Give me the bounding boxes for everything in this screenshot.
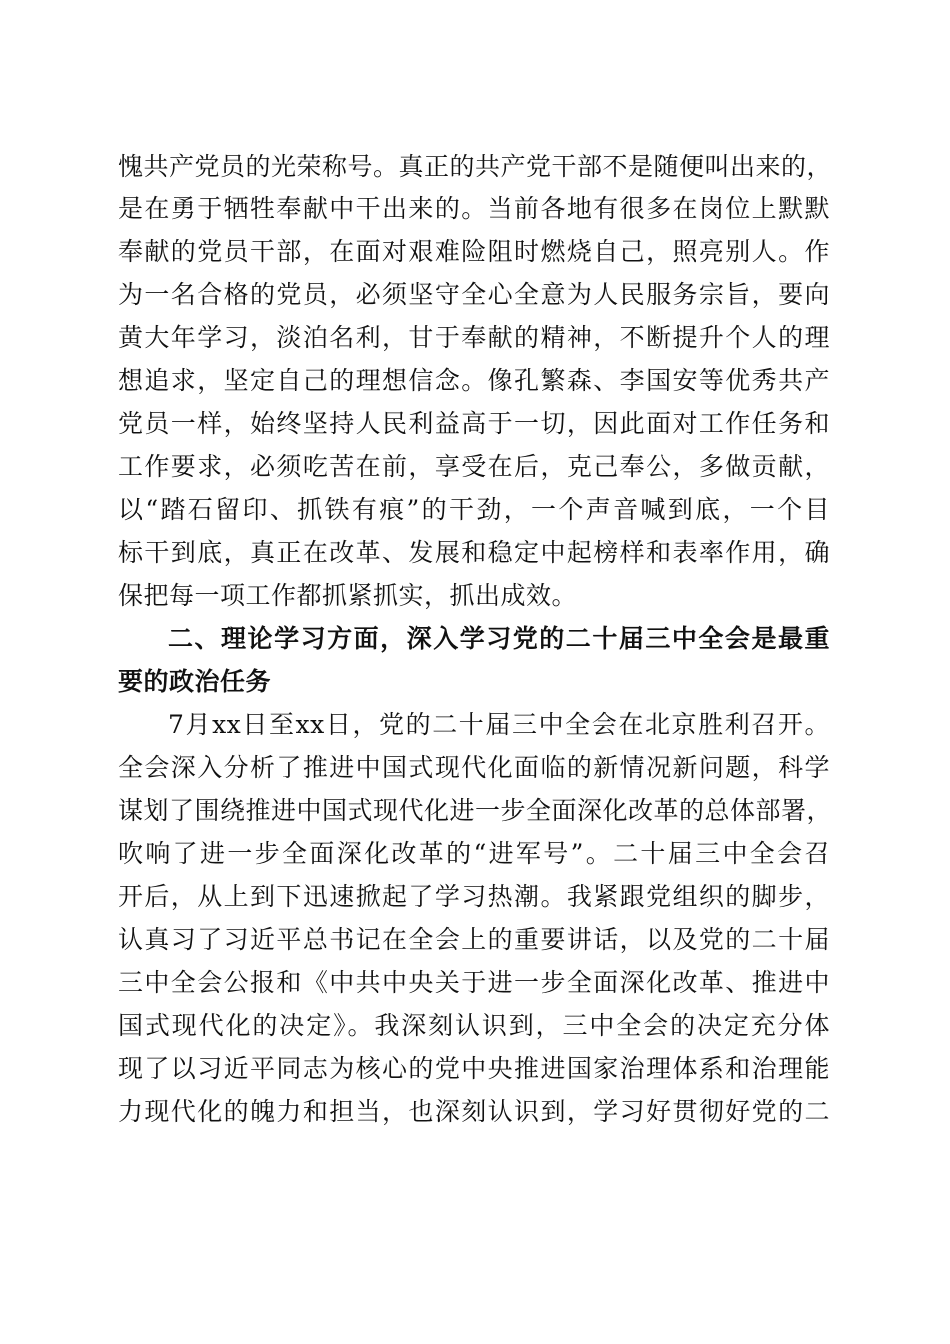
text-line: 为一名合格的党员，必须坚守全心全意为人民服务宗旨，要向: [118, 280, 830, 309]
text-line: 黄大年学习，淡泊名利，甘于奉献的精神，不断提升个人的理: [118, 323, 830, 352]
text-line: 想追求，坚定自己的理想信念。像孔繁森、李国安等优秀共产: [118, 366, 830, 395]
text-line: 力现代化的魄力和担当，也深刻认识到，学习好贯彻好党的二: [118, 1097, 830, 1126]
text-line: 认真习了习近平总书记在全会上的重要讲话，以及党的二十届: [118, 925, 830, 954]
text-line: 党员一样，始终坚持人民利益高于一切，因此面对工作任务和: [118, 409, 830, 438]
text-line: 开后，从上到下迅速掀起了学习热潮。我紧跟党组织的脚步，: [118, 882, 830, 911]
text-line: 标干到底，真正在改革、发展和稳定中起榜样和表率作用，确: [118, 538, 830, 567]
text-line: 全会深入分析了推进中国式现代化面临的新情况新问题，科学: [118, 753, 830, 782]
text-line: 吹响了进一步全面深化改革的“进军号”。二十届三中全会召: [118, 839, 830, 868]
text-line: 愧共产党员的光荣称号。真正的共产党干部不是随便叫出来的，: [118, 152, 833, 181]
section-heading: 要的政治任务: [118, 667, 272, 696]
text-line: 谋划了围绕推进中国式现代化进一步全面深化改革的总体部署，: [118, 796, 833, 825]
text-line: 7月xx日至xx日，党的二十届三中全会在北京胜利召开。: [168, 710, 830, 739]
text-line: 国式现代化的决定》。我深刻认识到，三中全会的决定充分体: [118, 1011, 830, 1040]
text-line: 保把每一项工作都抓紧抓实，抓出成效。: [118, 581, 578, 610]
text-line: 现了以习近平同志为核心的党中央推进国家治理体系和治理能: [118, 1054, 830, 1083]
text-line: 是在勇于牺牲奉献中干出来的。当前各地有很多在岗位上默默: [118, 194, 830, 223]
section-heading: 二、理论学习方面，深入学习党的二十届三中全会是最重: [168, 624, 830, 653]
text-line: 三中全会公报和《中共中央关于进一步全面深化改革、推进中: [118, 968, 830, 997]
text-line: 奉献的党员干部，在面对艰难险阻时燃烧自己，照亮别人。作: [118, 237, 830, 266]
text-line: 工作要求，必须吃苦在前，享受在后，克己奉公，多做贡献，: [118, 452, 830, 481]
text-line: 以“踏石留印、抓铁有痕”的干劲，一个声音喊到底，一个目: [118, 495, 830, 524]
